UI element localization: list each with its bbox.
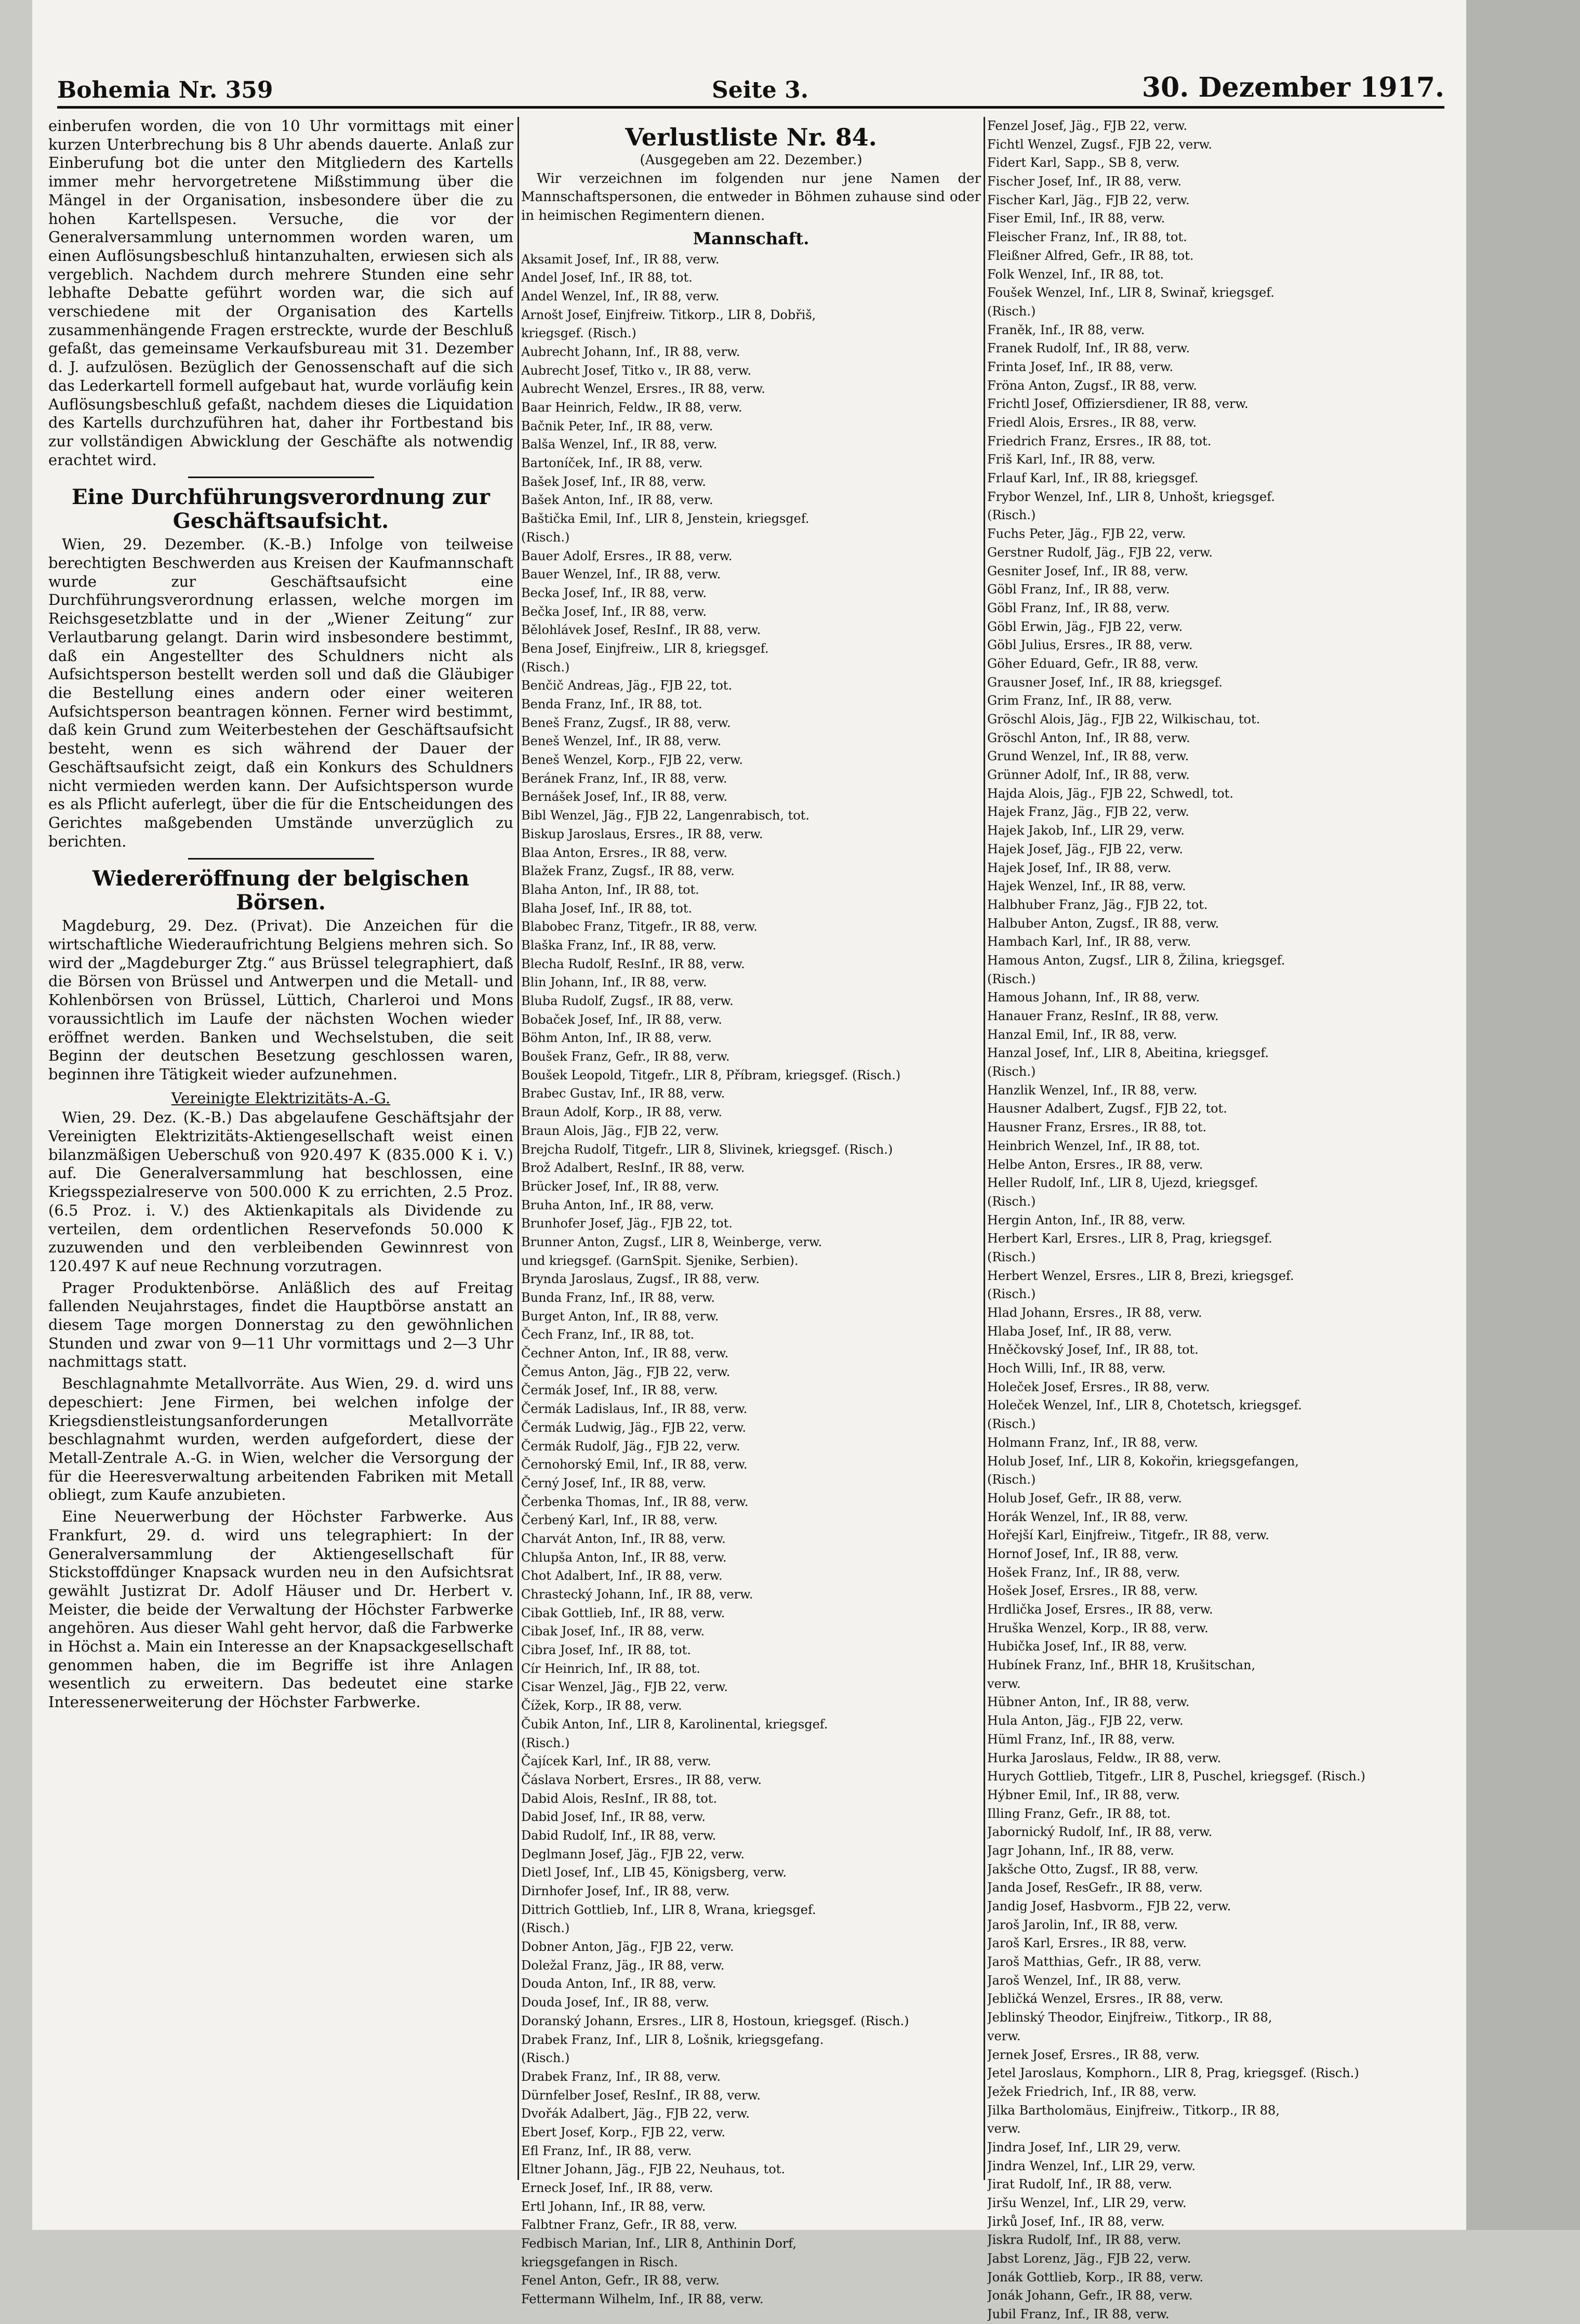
casualty-entry: Beránek Franz, Inf., IR 88, verw. <box>521 771 727 786</box>
casualty-entry: Burget Anton, Inf., IR 88, verw. <box>521 1309 719 1324</box>
casualty-entry: Čermák Josef, Inf., IR 88, verw. <box>521 1383 718 1398</box>
casualty-entry: Jabornický Rudolf, Inf., IR 88, verw. <box>987 1825 1213 1840</box>
casualty-entry: Dürnfelber Josef, ResInf., IR 88, verw. <box>521 2088 761 2103</box>
casualty-entry: Čížek, Korp., IR 88, verw. <box>521 1698 682 1713</box>
casualty-entry: Braun Alois, Jäg., FJB 22, verw. <box>521 1123 719 1138</box>
issue-number: Bohemia Nr. 359 <box>57 77 273 103</box>
casualty-entry: Brejcha Rudolf, Titgefr., LIR 8, Slivinek, kriegsgef. (Risch.) <box>521 1142 893 1157</box>
casualty-entry: Hajek Josef, Jäg., FJB 22, verw. <box>987 841 1184 856</box>
casualty-entry: Jaroš Karl, Ersres., IR 88, verw. <box>987 1936 1187 1951</box>
casualty-entry: Andel Josef, Inf., IR 88, tot. <box>521 270 693 285</box>
casualty-entry: (Risch.) <box>987 1417 1036 1432</box>
casualty-entry: Heinbrich Wenzel, Inf., IR 88, tot. <box>987 1138 1200 1153</box>
article-paragraph: einberufen worden, die von 10 Uhr vormittags mit einer kurzen Unterbrechung bis 8 Uhr abends dauerte. Anlaß zur Einberufung bot die unter den Mitgliedern des Kartells immer mehr hervorgetretene Mißstimmung über die Mängel in der Organisation, insbesondere über die zu hohen Kartellspesen. Versuche, die vor der Generalversammlung unternommen worden waren, um einen Auflösungsbeschluß hintanzuhalten, erwiesen sich als vergeblich. Nachdem durch mehrere Stunden eine sehr lebhafte Debatte geführt worden war, die sich auf verschiedene mit der Organisation des Kartells zusammenhängende Fragen erstreckte, wurde der Beschluß gefaßt, das gemeinsame Verkaufsbureau mit 31. Dezember d. J. aufzulösen. Bezüglich der Genossenschaft auf die sich das Lederkartell formell aufgebaut hat, wurde vorläufig kein Auflösungsbeschluß gefaßt, nachdem dieses die Liquidation des Kartells durchzuführen hat, daher ihr Fortbestand bis zur vollständigen Abwicklung der Geschäfte als notwendig erachtet wird. <box>48 117 513 469</box>
casualty-entry: Blabobec Franz, Titgefr., IR 88, verw. <box>521 919 758 934</box>
casualty-entry: Fenzel Josef, Jäg., FJB 22, verw. <box>987 118 1188 133</box>
casualty-entry: Jernek Josef, Ersres., IR 88, verw. <box>987 2047 1200 2062</box>
casualty-entry: Jiskra Rudolf, Inf., IR 88, verw. <box>987 2233 1181 2248</box>
casualty-entry: Efl Franz, Inf., IR 88, verw. <box>521 2143 692 2158</box>
casualty-entry: Čáslava Norbert, Ersres., IR 88, verw. <box>521 1772 762 1787</box>
article-headline: Eine Durchführungsverordnung zur Geschäftsaufsicht. <box>71 485 490 534</box>
casualty-entry: Herbert Wenzel, Ersres., LIR 8, Brezi, kriegsgef. <box>987 1268 1294 1283</box>
separator <box>188 858 374 860</box>
casualty-entry: Hausner Franz, Ersres., IR 88, tot. <box>987 1120 1207 1135</box>
casualty-entry: Halbhuber Franz, Jäg., FJB 22, tot. <box>987 897 1208 912</box>
casualty-entry: Hanauer Franz, ResInf., IR 88, verw. <box>987 1009 1219 1023</box>
casualty-entry: Bobaček Josef, Inf., IR 88, verw. <box>521 1012 722 1027</box>
casualty-entry: Fleischer Franz, Inf., IR 88, tot. <box>987 230 1187 245</box>
casualty-entry: Drabek Franz, Inf., LIR 8, Lošnik, kriegsgefang. <box>521 2032 824 2047</box>
casualty-entry: Čerbený Karl, Inf., IR 88, verw. <box>521 1513 718 1528</box>
casualty-entry: Jindra Wenzel, Inf., LIR 29, verw. <box>987 2158 1196 2173</box>
casualty-entries <box>987 117 1455 2324</box>
casualty-entry: Hajek Franz, Jäg., FJB 22, verw. <box>987 804 1189 820</box>
casualty-entry: Franěk, Inf., IR 88, verw. <box>987 322 1145 337</box>
casualty-entry: Chlupša Anton, Inf., IR 88, verw. <box>521 1550 727 1565</box>
casualty-entry: Ebert Josef, Korp., FJB 22, verw. <box>521 2124 726 2140</box>
casualty-entry: Jubil Franz, Inf., IR 88, verw. <box>987 2307 1170 2322</box>
casualty-entry: Doležal Franz, Jäg., IR 88, verw. <box>521 1958 725 1973</box>
casualty-entry: Hamous Anton, Zugsf., LIR 8, Žilina, kriegsgef. <box>987 953 1285 968</box>
casualty-entry: Jirků Josef, Inf., IR 88, verw. <box>987 2214 1165 2229</box>
casualty-entry: Hajda Alois, Jäg., FJB 22, Schwedl, tot. <box>987 786 1233 801</box>
casualty-entry: Chrastecký Johann, Inf., IR 88, verw. <box>521 1587 753 1602</box>
casualty-entry: Fischer Josef, Inf., IR 88, verw. <box>987 174 1182 189</box>
article-subhead: Vereinigte Elektrizitäts-A.-G. <box>171 1089 391 1107</box>
casualty-entry: Deglmann Josef, Jäg., FJB 22, verw. <box>521 1846 745 1861</box>
casualty-entry: Gesniter Josef, Inf., IR 88, verw. <box>987 563 1189 578</box>
casualty-entry: Chot Adalbert, Inf., IR 88, verw. <box>521 1568 723 1583</box>
casualty-entry: Douda Anton, Inf., IR 88, verw. <box>521 1976 716 1991</box>
casualty-entry: Čemus Anton, Jäg., FJB 22, verw. <box>521 1364 731 1379</box>
casualty-entry: verw. <box>987 2028 1021 2043</box>
casualty-entry: Hlaba Josef, Inf., IR 88, verw. <box>987 1324 1172 1339</box>
casualty-entry: Foušek Wenzel, Inf., LIR 8, Swinař, kriegsgef. <box>987 285 1274 300</box>
casualty-entry: (Risch.) <box>987 508 1036 523</box>
casualty-entry: Holub Josef, Gefr., IR 88, verw. <box>987 1490 1182 1506</box>
casualty-entry: Blaa Anton, Ersres., IR 88, verw. <box>521 845 727 860</box>
casualty-entry: (Risch.) <box>521 2051 570 2066</box>
casualty-entry: Ertl Johann, Inf., IR 88, verw. <box>521 2199 706 2214</box>
casualty-entry: Beneš Wenzel, Inf., IR 88, verw. <box>521 734 721 749</box>
casualty-entry: Hausner Adalbert, Zugsf., FJB 22, tot. <box>987 1101 1227 1116</box>
casualty-entry: Herbert Karl, Ersres., LIR 8, Prag, kriegsgef. <box>987 1231 1272 1246</box>
casualty-entry: (Risch.) <box>987 1249 1036 1264</box>
casualty-entry: Jindra Josef, Inf., LIR 29, verw. <box>987 2140 1181 2155</box>
casualty-entry: Gerstner Rudolf, Jäg., FJB 22, verw. <box>987 545 1213 560</box>
casualty-entry: Dirnhofer Josef, Inf., IR 88, verw. <box>521 1884 730 1899</box>
casualty-entry: Doranský Johann, Ersres., LIR 8, Hostoun, kriegsgef. (Risch.) <box>521 2013 909 2028</box>
casualty-entry: Čajícek Karl, Inf., IR 88, verw. <box>521 1754 711 1769</box>
casualty-entry: Gröschl Anton, Inf., IR 88, verw. <box>987 730 1190 745</box>
casualty-entry: Hurych Gottlieb, Titgefr., LIR 8, Puschel, kriegsgef. (Risch.) <box>987 1769 1365 1784</box>
casualty-entry: Boušek Leopold, Titgefr., LIR 8, Příbram, kriegsgef. (Risch.) <box>521 1067 901 1082</box>
casualty-entry: verw. <box>987 1676 1021 1691</box>
casualty-entry: Hübner Anton, Inf., IR 88, verw. <box>987 1695 1190 1710</box>
casualty-entry: Frinta Josef, Inf., IR 88, verw. <box>987 359 1174 374</box>
casualty-entry: Fröna Anton, Zugsf., IR 88, verw. <box>987 378 1197 393</box>
casualty-entry: Illing Franz, Gefr., IR 88, tot. <box>987 1806 1171 1821</box>
casualty-entry: Hanzlik Wenzel, Inf., IR 88, verw. <box>987 1082 1198 1098</box>
casualty-entry: Friedrich Franz, Ersres., IR 88, tot. <box>987 433 1212 448</box>
casualty-entry: Cibak Gottlieb, Inf., IR 88, verw. <box>521 1605 725 1620</box>
casualty-entry: Hoch Willi, Inf., IR 88, verw. <box>987 1361 1166 1376</box>
article-paragraph: Magdeburg, 29. Dez. (Privat). Die Anzeichen für die wirtschaftliche Wiederaufrichtung Belgiens mehren sich. So wird der „Magdeburger Ztg.“ aus Brüssel telegraphiert, daß die Börsen von Brüssel und Antwerpen und die Metall- und Kohlenbörsen von Brüssel, Lüttich, Charleroi und Mons voraussichtlich im Laufe der nächsten Wochen wieder eröffnet werden. Banken und Wechselstuben, die seit Beginn der deutschen Besetzung geschlossen waren, beginnen ihre Tätigkeit wieder aufzunehmen. <box>48 917 513 1083</box>
casualty-entry: Bunda Franz, Inf., IR 88, verw. <box>521 1290 715 1305</box>
casualty-entry: Aksamit Josef, Inf., IR 88, verw. <box>521 252 720 267</box>
casualty-entry: Bašek Anton, Inf., IR 88, verw. <box>521 493 713 508</box>
casualty-entry: Dobner Anton, Jäg., FJB 22, verw. <box>521 1939 734 1955</box>
casualty-entry: Hajek Wenzel, Inf., IR 88, verw. <box>987 879 1186 894</box>
section-heading: Mannschaft. <box>693 228 809 248</box>
casualty-entry: Hurka Jaroslaus, Feldw., IR 88, verw. <box>987 1750 1221 1765</box>
column-divider <box>984 117 985 2180</box>
casualty-entry: (Risch.) <box>521 1735 570 1750</box>
casualty-entry: Böhm Anton, Inf., IR 88, verw. <box>521 1031 712 1046</box>
casualty-entry: Göbl Franz, Inf., IR 88, verw. <box>987 582 1170 597</box>
casualty-entry: (Risch.) <box>987 303 1036 319</box>
casualty-entry: Benda Franz, Inf., IR 88, tot. <box>521 697 702 712</box>
casualty-entry: Dvořák Adalbert, Jäg., FJB 22, verw. <box>521 2106 750 2121</box>
casualty-entry: (Risch.) <box>521 659 570 675</box>
casualty-entry: Dietl Josef, Inf., LIB 45, Königsberg, verw. <box>521 1865 787 1880</box>
casualty-entry: Erneck Josef, Inf., IR 88, verw. <box>521 2181 713 2196</box>
casualty-entry: Čechner Anton, Inf., IR 88, verw. <box>521 1346 729 1361</box>
casualty-entry: Hanzal Josef, Inf., LIR 8, Abeitina, kriegsgef. <box>987 1046 1269 1061</box>
casualty-entry: Čermák Rudolf, Jäg., FJB 22, verw. <box>521 1438 740 1454</box>
casualty-entry: und kriegsgef. (GarnSpit. Sjenike, Serbien). <box>521 1253 799 1268</box>
casualty-entry: Jirat Rudolf, Inf., IR 88, verw. <box>987 2177 1173 2192</box>
page-number: Seite 3. <box>712 77 809 103</box>
casualty-entry: Jonák Johann, Gefr., IR 88, verw. <box>987 2288 1193 2303</box>
casualty-entry: Horák Wenzel, Inf., IR 88, verw. <box>987 1509 1188 1524</box>
casualty-entry: Fischer Karl, Jäg., FJB 22, verw. <box>987 192 1190 207</box>
casualty-entry: Folk Wenzel, Inf., IR 88, tot. <box>987 267 1164 282</box>
column-divider <box>517 117 519 2180</box>
casualty-entry: Čermák Ladislaus, Inf., IR 88, verw. <box>521 1402 748 1417</box>
casualty-entry: Fedbisch Marian, Inf., LIR 8, Anthinin Dorf, <box>521 2236 796 2251</box>
casualty-entry: Jiršu Wenzel, Inf., LIR 29, verw. <box>987 2196 1187 2210</box>
casualty-entry: Bělohlávek Josef, ResInf., IR 88, verw. <box>521 623 761 638</box>
casualty-entry: Hruška Wenzel, Korp., IR 88, verw. <box>987 1620 1209 1635</box>
casualty-entry: kriegsgefangen in Risch. <box>521 2254 678 2269</box>
page-header <box>57 68 1444 109</box>
casualty-entry: Göbl Erwin, Jäg., FJB 22, verw. <box>987 619 1183 634</box>
casualty-entry: Aubrecht Josef, Titko v., IR 88, verw. <box>521 363 751 378</box>
casualty-entry: Jonák Gottlieb, Korp., IR 88, verw. <box>987 2269 1204 2285</box>
article-paragraph: Wien, 29. Dezember. (K.-B.) Infolge von teilweise berechtigten Beschwerden aus Kreisen der Kaufmannschaft wurde zur Geschäftsaufsicht eine Durchführungsverordnung erlassen, welche morgen im Reichsgesetzblatte und in der „Wiener Zeitung“ zur Verlautbarung gelangt. Darin wird insbesondere bestimmt, daß ein Angestellter des Schuldners nicht als Aufsichtsperson bestellt werden soll und daß die Gläubiger die Bestellung eines andern oder einer weiteren Aufsichtsperson beantragen können. Ferner wird bestimmt, daß kein Grund zum Weiterbestehen der Geschäftsaufsicht besteht, wenn es sich während der Dauer der Geschäftsaufsicht zeigt, daß ein Konkurs des Schuldners nicht vermieden werden kann. Der Aufsichtsperson wurde es als Pflicht auferlegt, über die für die Entscheidungen des Gerichtes maßgebenden Umstände unverzüglich zu berichten. <box>48 535 513 850</box>
article-paragraph: Eine Neuerwerbung der Höchster Farbwerke. Aus Frankfurt, 29. d. wird uns telegraphiert: In der Generalversammlung der Aktiengesellschaft für Stickstoffdünger Knapsack wurden neu in den Aufsichtsrat gewählt Justizrat Dr. Adolf Häuser und Dr. Herbert v. Meister, die beide der Verwaltung der Höchster Farbwerke angehören. Aus dieser Wahl geht hervor, daß die Farbwerke in Höchst a. Main ein Interesse an der Knapsackgesellschaft genommen haben, die im Begriffe ist ihre Anlagen wesentlich zu erweitern. Das bedeutet eine starke Interessenerweiterung der Höchster Farbwerke. <box>48 1508 513 1711</box>
casualty-entry: Cisar Wenzel, Jäg., FJB 22, verw. <box>521 1680 728 1695</box>
casualty-entry: (Risch.) <box>987 1287 1036 1302</box>
casualty-entry: Bauer Adolf, Ersres., IR 88, verw. <box>521 548 733 563</box>
casualty-entry: Blin Johann, Inf., IR 88, verw. <box>521 975 707 990</box>
casualty-entry: Brücker Josef, Inf., IR 88, verw. <box>521 1179 720 1194</box>
casualty-entry: Blažek Franz, Zugsf., IR 88, verw. <box>521 864 735 879</box>
casualty-entry: Dittrich Gottlieb, Inf., LIR 8, Wrana, kriegsgef. <box>521 1902 816 1917</box>
casualty-entry: Hamous Johann, Inf., IR 88, verw. <box>987 990 1200 1005</box>
casualty-entry: Cibak Josef, Inf., IR 88, verw. <box>521 1624 705 1639</box>
casualty-entry: Holub Josef, Inf., LIR 8, Kokořin, kriegsgefangen, <box>987 1454 1299 1469</box>
casualty-entry: Brynda Jaroslaus, Zugsf., IR 88, verw. <box>521 1272 760 1287</box>
casualty-entry: Hrdlička Josef, Ersres., IR 88, verw. <box>987 1602 1213 1617</box>
casualty-entry: Fettermann Wilhelm, Inf., IR 88, verw. <box>521 2292 764 2307</box>
casualty-entry: Frybor Wenzel, Inf., LIR 8, Unhošt, kriegsgef. <box>987 489 1275 504</box>
casualty-entry: Aubrecht Johann, Inf., IR 88, verw. <box>521 344 740 359</box>
casualty-entry: Jaroš Jarolin, Inf., IR 88, verw. <box>987 1917 1178 1932</box>
list-subtitle: (Ausgegeben am 22. Dezember.) <box>640 152 862 168</box>
casualty-entry: Blaška Franz, Inf., IR 88, verw. <box>521 937 716 953</box>
casualty-entries <box>521 250 981 2309</box>
casualty-entry: Jilka Bartholomäus, Einjfreiw., Titkorp., IR 88, <box>987 2103 1280 2118</box>
casualty-entry: Brunhofer Josef, Jäg., FJB 22, tot. <box>521 1216 733 1231</box>
casualty-entry: Hněčkovský Josef, Inf., IR 88, tot. <box>987 1342 1199 1357</box>
casualty-entry: Bibl Wenzel, Jäg., FJB 22, Langenrabisch, tot. <box>521 808 810 823</box>
casualty-entry: Ježek Friedrich, Inf., IR 88, verw. <box>987 2084 1197 2099</box>
casualty-entry: Brož Adalbert, ResInf., IR 88, verw. <box>521 1160 745 1176</box>
casualty-entry: Čerbenka Thomas, Inf., IR 88, verw. <box>521 1494 749 1509</box>
casualty-entry: Hubička Josef, Inf., IR 88, verw. <box>987 1639 1187 1654</box>
article-paragraph: Wien, 29. Dez. (K.-B.) Das abgelaufene Geschäftsjahr der Vereinigten Elektrizitäts-Aktiengesellschaft weist einen bilanzmäßigen Ueberschuß von 920.497 K (835.000 K i. V.) auf. Die Generalversammlung hat beschlossen, eine Kriegsspezialreserve von 500.000 K zu errichten, 2.5 Proz. (6.5 Proz. i. V.) des Aktienkapitals als Dividende zu verteilen, dem ordentlichen Reservefonds 50.000 K zuzuwenden und den verbleibenden Gewinnrest von 120.497 K auf neue Rechnung vorzutragen. <box>48 1108 513 1275</box>
casualty-entry: Bačnik Peter, Inf., IR 88, verw. <box>521 418 713 433</box>
casualty-entry: Helbe Anton, Ersres., IR 88, verw. <box>987 1157 1203 1172</box>
casualty-entry: Bruha Anton, Inf., IR 88, verw. <box>521 1197 714 1212</box>
casualty-entry: Heller Rudolf, Inf., LIR 8, Ujezd, kriegsgef. <box>987 1176 1258 1191</box>
casualty-entry: Andel Wenzel, Inf., IR 88, verw. <box>521 288 720 303</box>
casualty-entry: Fidert Karl, Sapp., SB 8, verw. <box>987 155 1180 170</box>
casualty-entry: Hula Anton, Jäg., FJB 22, verw. <box>987 1713 1184 1728</box>
casualty-entry: Frichtl Josef, Offiziersdiener, IR 88, verw. <box>987 397 1249 412</box>
casualty-entry: Baštička Emil, Inf., LIR 8, Jenstein, kriegsgef. <box>521 511 809 526</box>
casualty-entry: Benčič Andreas, Jäg., FJB 22, tot. <box>521 678 733 693</box>
casualty-entry: Falbtner Franz, Gefr., IR 88, verw. <box>521 2217 738 2233</box>
casualty-entry: Bluba Rudolf, Zugsf., IR 88, verw. <box>521 994 734 1009</box>
casualty-entry: Douda Josef, Inf., IR 88, verw. <box>521 1995 709 2010</box>
casualty-entry: (Risch.) <box>987 1064 1036 1079</box>
casualty-entry: Friš Karl, Inf., IR 88, verw. <box>987 452 1156 467</box>
column-casualty-list-continued <box>987 117 1455 2324</box>
article-paragraph: Prager Produktenbörse. Anläßlich des auf Freitag fallenden Neujahrstages, findet die Hauptbörse anstatt an diesem Tage morgen Donnerstag zu den gewöhnlichen Stunden und zwar von 9—11 Uhr vormittags und 2—3 Uhr nachmittags statt. <box>48 1278 513 1371</box>
column-casualty-list <box>521 117 981 2309</box>
casualty-entry: Franek Rudolf, Inf., IR 88, verw. <box>987 341 1190 356</box>
casualty-entry: Bena Josef, Einjfreiw., LIR 8, kriegsgef. <box>521 641 769 656</box>
casualty-entry: Beneš Wenzel, Korp., FJB 22, verw. <box>521 752 743 768</box>
casualty-entry: Eltner Johann, Jäg., FJB 22, Neuhaus, tot. <box>521 2162 785 2177</box>
casualty-entry: Fleißner Alfred, Gefr., IR 88, tot. <box>987 248 1194 263</box>
casualty-entry: Čermák Ludwig, Jäg., FJB 22, verw. <box>521 1420 746 1435</box>
casualty-entry: (Risch.) <box>987 971 1036 986</box>
casualty-entry: Becka Josef, Inf., IR 88, verw. <box>521 585 707 600</box>
casualty-entry: Hošek Franz, Inf., IR 88, verw. <box>987 1565 1180 1580</box>
casualty-entry: Hergin Anton, Inf., IR 88, verw. <box>987 1212 1186 1227</box>
casualty-entry: Göbl Franz, Inf., IR 88, verw. <box>987 600 1170 615</box>
casualty-entry: Hýbner Emil, Inf., IR 88, verw. <box>987 1787 1180 1802</box>
casualty-entry: Grausner Josef, Inf., IR 88, kriegsgef. <box>987 675 1223 690</box>
casualty-entry: Grim Franz, Inf., IR 88, verw. <box>987 693 1172 708</box>
casualty-entry: Cibra Josef, Inf., IR 88, tot. <box>521 1643 691 1658</box>
casualty-entry: Biskup Jaroslaus, Ersres., IR 88, verw. <box>521 826 763 841</box>
casualty-entry: Jebličká Wenzel, Ersres., IR 88, verw. <box>987 1991 1224 2006</box>
casualty-entry: Cír Heinrich, Inf., IR 88, tot. <box>521 1661 700 1676</box>
casualty-entry: Hambach Karl, Inf., IR 88, verw. <box>987 934 1191 949</box>
casualty-entry: Hošek Josef, Ersres., IR 88, verw. <box>987 1583 1198 1599</box>
casualty-entry: Göher Eduard, Gefr., IR 88, verw. <box>987 656 1199 671</box>
article-paragraph: Beschlagnahmte Metallvorräte. Aus Wien, 29. d. wird uns depeschiert: Jene Firmen, bei welchen infolge der Kriegsdienstleistungsanforderungen Metallvorräte beschlagnahmt wurden, werden aufgefordert, diese der Metall-Zentrale A.-G. in Wien, welcher die Versorgung der für die Heeresverwaltung arbeitenden Fabriken mit Metall obliegt, zum Kaufe anzubieten. <box>48 1375 513 1504</box>
casualty-entry: Fenel Anton, Gefr., IR 88, verw. <box>521 2273 720 2288</box>
casualty-entry: Arnošt Josef, Einjfreiw. Titkorp., LIR 8, Dobřiš, <box>521 307 816 322</box>
casualty-entry: Jagr Johann, Inf., IR 88, verw. <box>987 1843 1174 1858</box>
casualty-entry: Bartoníček, Inf., IR 88, verw. <box>521 456 703 471</box>
casualty-entry: Jabst Lorenz, Jäg., FJB 22, verw. <box>987 2251 1191 2266</box>
casualty-entry: Hajek Jakob, Inf., LIR 29, verw. <box>987 823 1185 838</box>
casualty-entry: Holmann Franz, Inf., IR 88, verw. <box>987 1435 1198 1450</box>
casualty-entry: Holeček Wenzel, Inf., LIR 8, Chotetsch, kriegsgef. <box>987 1398 1302 1413</box>
casualty-entry: Dabid Rudolf, Inf., IR 88, verw. <box>521 1828 716 1843</box>
casualty-entry: (Risch.) <box>987 1472 1036 1487</box>
casualty-entry: Fichtl Wenzel, Zugsf., FJB 22, verw. <box>987 137 1212 152</box>
casualty-entry: Boušek Franz, Gefr., IR 88, verw. <box>521 1049 730 1064</box>
casualty-entry: Hubínek Franz, Inf., BHR 18, Krušitschan, <box>987 1658 1256 1673</box>
casualty-entry: Bašek Josef, Inf., IR 88, verw. <box>521 474 706 489</box>
casualty-entry: Blaha Josef, Inf., IR 88, tot. <box>521 901 693 916</box>
casualty-entry: Blaha Anton, Inf., IR 88, tot. <box>521 882 699 897</box>
casualty-entry: verw. <box>987 2121 1021 2136</box>
column-news <box>48 117 513 1715</box>
list-intro: Wir verzeichnen im folgenden nur jene Namen der Mannschaftspersonen, die entweder in Böhmen zuhause sind oder in heimischen Regimentern dienen. <box>521 170 981 224</box>
casualty-entry: Černý Josef, Inf., IR 88, verw. <box>521 1475 706 1490</box>
casualty-entry: Bauer Wenzel, Inf., IR 88, verw. <box>521 567 721 582</box>
casualty-entry: Halbuber Anton, Zugsf., IR 88, verw. <box>987 916 1219 931</box>
casualty-entry: (Risch.) <box>521 1921 570 1936</box>
casualty-entry: Grund Wenzel, Inf., IR 88, verw. <box>987 749 1189 764</box>
casualty-entry: Jaroš Matthias, Gefr., IR 88, verw. <box>987 1955 1202 1970</box>
article-headline: Wiedereröffnung der belgischen Börsen. <box>92 866 470 915</box>
casualty-entry: Drabek Franz, Inf., IR 88, verw. <box>521 2069 721 2084</box>
casualty-entry: Hanzal Emil, Inf., IR 88, verw. <box>987 1027 1177 1042</box>
casualty-entry: Dabid Josef, Inf., IR 88, verw. <box>521 1810 706 1825</box>
casualty-entry: Charvát Anton, Inf., IR 88, verw. <box>521 1531 726 1546</box>
casualty-entry: Černohorský Emil, Inf., IR 88, verw. <box>521 1457 748 1472</box>
casualty-entry: Beneš Franz, Zugsf., IR 88, verw. <box>521 715 731 730</box>
casualty-entry: Brabec Gustav, Inf., IR 88, verw. <box>521 1086 725 1101</box>
casualty-entry: Bečka Josef, Inf., IR 88, verw. <box>521 604 707 619</box>
casualty-entry: Baar Heinrich, Feldw., IR 88, verw. <box>521 400 742 415</box>
casualty-entry: Göbl Julius, Ersres., IR 88, verw. <box>987 638 1193 653</box>
separator <box>188 477 374 478</box>
casualty-entry: kriegsgef. (Risch.) <box>521 326 636 341</box>
casualty-entry: Dabid Alois, ResInf., IR 88, tot. <box>521 1791 718 1806</box>
list-title: Verlustliste Nr. 84. <box>625 123 877 151</box>
casualty-entry: Jandig Josef, Hasbvorm., FJB 22, verw. <box>987 1899 1231 1913</box>
casualty-entry: Jaroš Wenzel, Inf., IR 88, verw. <box>987 1973 1181 1988</box>
issue-date: 30. Dezember 1917. <box>1141 72 1444 103</box>
casualty-entry: Hořejší Karl, Einjfreiw., Titgefr., IR 88, verw. <box>987 1528 1269 1543</box>
casualty-entry: Blecha Rudolf, ResInf., IR 88, verw. <box>521 956 745 971</box>
casualty-entry: (Risch.) <box>521 530 570 545</box>
casualty-entry: Grünner Adolf, Inf., IR 88, verw. <box>987 768 1190 783</box>
casualty-entry: Hüml Franz, Inf., IR 88, verw. <box>987 1732 1175 1747</box>
casualty-entry: Čech Franz, Inf., IR 88, tot. <box>521 1327 695 1342</box>
casualty-entry: Jetel Jaroslaus, Komphorn., LIR 8, Prag, kriegsgef. (Risch.) <box>987 2066 1359 2081</box>
casualty-entry: Holeček Josef, Ersres., IR 88, verw. <box>987 1379 1210 1394</box>
casualty-entry: Janda Josef, ResGefr., IR 88, verw. <box>987 1880 1203 1895</box>
casualty-entry: Hlad Johann, Ersres., IR 88, verw. <box>987 1305 1202 1320</box>
scan-edge <box>1466 0 1580 2230</box>
casualty-entry: Fiser Emil, Inf., IR 88, verw. <box>987 211 1165 226</box>
casualty-entry: (Risch.) <box>987 1194 1036 1209</box>
casualty-entry: Fuchs Peter, Jäg., FJB 22, verw. <box>987 526 1186 542</box>
casualty-entry: Brunner Anton, Zugsf., LIR 8, Weinberge, verw. <box>521 1234 822 1249</box>
casualty-entry: Frlauf Karl, Inf., IR 88, kriegsgef. <box>987 471 1199 486</box>
casualty-entry: Bernášek Josef, Inf., IR 88, verw. <box>521 789 728 804</box>
casualty-entry: Aubrecht Wenzel, Ersres., IR 88, verw. <box>521 381 765 397</box>
casualty-entry: Braun Adolf, Korp., IR 88, verw. <box>521 1105 723 1120</box>
casualty-entry: Čubik Anton, Inf., LIR 8, Karolinental, kriegsgef. <box>521 1716 828 1732</box>
casualty-entry: Hornof Josef, Inf., IR 88, verw. <box>987 1546 1179 1561</box>
casualty-entry: Jeblinský Theodor, Einjfreiw., Titkorp., IR 88, <box>987 2010 1272 2025</box>
casualty-entry: Hajek Josef, Inf., IR 88, verw. <box>987 860 1172 875</box>
casualty-entry: Jakšche Otto, Zugsf., IR 88, verw. <box>987 1861 1199 1877</box>
casualty-entry: Gröschl Alois, Jäg., FJB 22, Wilkischau, tot. <box>987 712 1260 727</box>
casualty-entry: Balša Wenzel, Inf., IR 88, verw. <box>521 437 718 452</box>
casualty-entry: Friedl Alois, Ersres., IR 88, verw. <box>987 415 1197 430</box>
